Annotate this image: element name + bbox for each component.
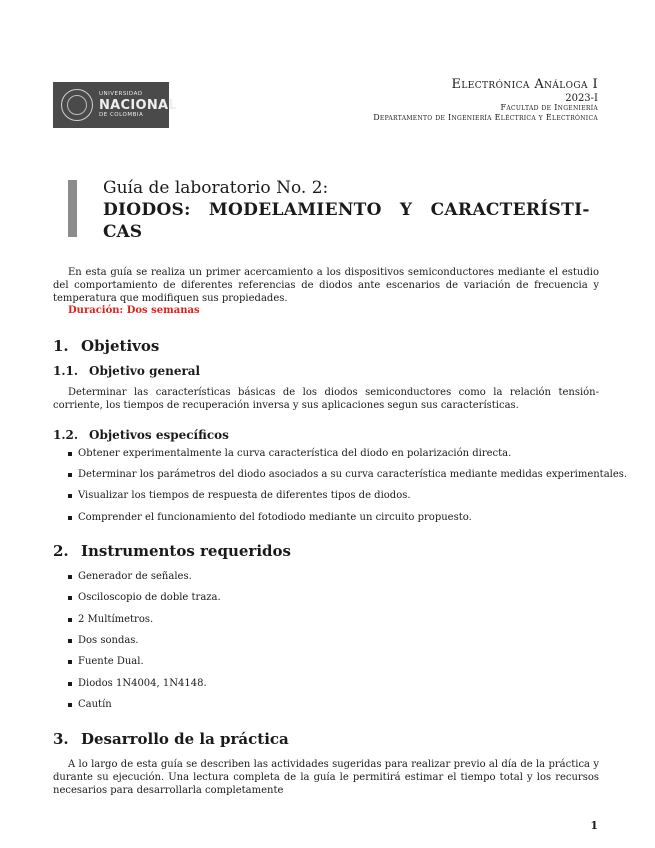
list-item-text: Visualizar los tiempos de respuesta de diferentes tipos de diodos. [78,490,411,501]
bullet-icon [68,473,72,477]
list-item-text: Osciloscopio de doble traza. [78,592,221,603]
list-item-text: Generador de señales. [78,571,192,582]
subsection-number: 1.2. [53,428,79,442]
section-objetivos [53,337,159,355]
list-item [68,699,112,710]
logo-line-1: UNIVERSIDAD [99,91,143,97]
bullet-icon [68,660,72,664]
title-line-3: CAS [103,222,142,242]
objetivo-general-text: Determinar las características básicas de los diodos semiconductores como la relación tensión-corriente, los tiempos de recuperación inversa y sus aplicaciones segun sus características. [53,387,599,411]
logo-line-2: NACIONAL [99,97,177,113]
list-item [68,678,207,689]
subsection-title: Objetivo general [89,364,201,378]
bullet-icon [68,639,72,643]
title-line-1: Guía de laboratorio No. 2: [103,178,329,198]
list-item [68,635,139,646]
list-item-text: Comprender el funcionamiento del fotodiodo mediante un circuito propuesto. [78,512,472,523]
subsection-number: 1.1. [53,364,79,378]
list-item-text: Fuente Dual. [78,656,144,667]
title-line-2: DIODOS: MODELAMIENTO Y CARACTERÍSTI- [103,200,590,220]
subsection-objetivo-general [53,364,200,378]
section-instrumentos [53,542,291,560]
header-department: Departamento de Ingeniería Eléctrica y Electrónica [373,113,598,122]
list-item [68,469,627,480]
bullet-icon [68,452,72,456]
university-seal-icon [61,89,93,121]
list-item-text: Determinar los parámetros del diodo asociados a su curva característica mediante medidas experimentales. [78,469,628,480]
list-item [68,512,472,523]
section-desarrollo [53,730,289,748]
section-number: 2. [53,542,69,560]
list-item [68,571,192,582]
list-item-text: Cautín [78,699,112,710]
university-logo [53,82,177,128]
duration-note: Duración: Dos semanas [68,305,200,316]
list-item-text: 2 Multímetros. [78,614,154,625]
section-title: Objetivos [81,337,160,355]
list-item [68,490,411,501]
title-accent-bar [68,180,77,237]
subsection-objetivos-especificos [53,428,229,442]
bullet-icon [68,682,72,686]
header-faculty: Facultad de Ingeniería [500,103,598,112]
list-item-text: Diodos 1N4004, 1N4148. [78,678,207,689]
subsection-title: Objetivos específicos [89,428,229,442]
list-item [68,448,511,459]
list-item [68,656,144,667]
page-number: 1 [590,819,598,832]
desarrollo-text: A lo largo de esta guía se describen las actividades sugeridas para realizar previo al día de la práctica y durante su ejecución. Una lectura completa de la guía le permitirá estimar el tiempo total y los recursos necesarios para desarrollarla completamente [53,759,599,796]
section-title: Desarrollo de la práctica [81,730,289,748]
section-number: 1. [53,337,69,355]
header-term: 2023-I [565,93,598,104]
list-item-text: Obtener experimentalmente la curva característica del diodo en polarización directa. [78,448,512,459]
logo-line-3: DE COLOMBIA [99,111,144,118]
section-number: 3. [53,730,69,748]
list-item [68,614,153,625]
list-item [68,592,221,603]
bullet-icon [68,618,72,622]
header-course: Electrónica Análoga I [451,77,598,92]
bullet-icon [68,516,72,520]
bullet-icon [68,575,72,579]
list-item-text: Dos sondas. [78,635,139,646]
bullet-icon [68,703,72,707]
bullet-icon [68,494,72,498]
logo-text [99,92,177,118]
section-title: Instrumentos requeridos [81,542,291,560]
intro-paragraph: En esta guía se realiza un primer acercamiento a los dispositivos semiconductores mediante el estudio del comportamiento de diferentes referencias de diodos ante escenarios de variación de frecuencia y temperatura que modifiquen sus propiedades. [53,267,599,304]
bullet-icon [68,596,72,600]
